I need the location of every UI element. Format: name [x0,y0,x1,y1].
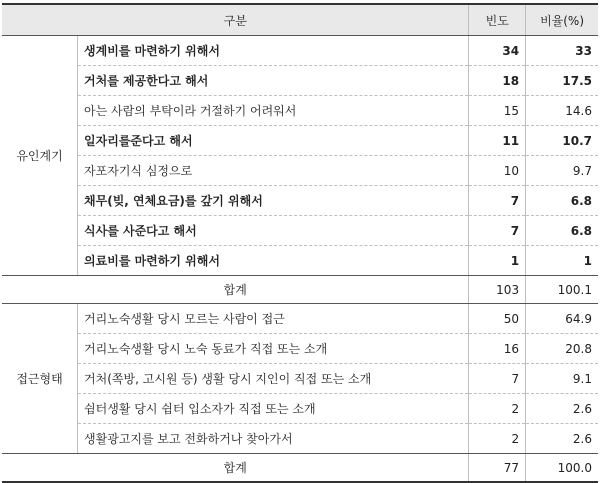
header-ratio: 비율(%) [526,4,598,36]
row-item: 식사를 사준다고 해서 [78,216,469,246]
row-item: 자포자기식 심정으로 [78,156,469,186]
table-row [2,424,598,454]
row-freq: 34 [469,36,526,66]
table-row [2,156,598,186]
total-ratio: 100.1 [526,276,598,304]
row-item: 생활광고지를 보고 전화하거나 찾아가서 [78,424,469,454]
row-item: 거처를 제공한다고 해서 [78,66,469,96]
header-frequency: 빈도 [469,4,526,36]
total-ratio: 100.0 [526,454,598,483]
row-item: 채무(빚, 연체요금)를 갚기 위해서 [78,186,469,216]
row-ratio: 9.7 [526,156,598,186]
row-ratio: 17.5 [526,66,598,96]
table-row [2,96,598,126]
row-ratio: 6.8 [526,186,598,216]
row-ratio: 10.7 [526,126,598,156]
row-ratio: 33 [526,36,598,66]
header-category: 구분 [2,4,469,36]
total-freq: 103 [469,276,526,304]
table-row [2,216,598,246]
row-freq: 7 [469,216,526,246]
total-freq: 77 [469,454,526,483]
total-row [2,276,598,304]
group-label-approach: 접근형태 [2,304,78,454]
row-ratio: 20.8 [526,334,598,364]
table-row [2,66,598,96]
row-freq: 11 [469,126,526,156]
row-ratio: 14.6 [526,96,598,126]
row-freq: 2 [469,394,526,424]
table-row [2,36,598,66]
row-ratio: 9.1 [526,364,598,394]
row-freq: 50 [469,304,526,334]
row-freq: 2 [469,424,526,454]
row-freq: 10 [469,156,526,186]
total-row [2,454,598,483]
table-row [2,246,598,276]
row-item: 거리노숙생활 당시 모르는 사람이 접근 [78,304,469,334]
row-freq: 7 [469,364,526,394]
group-label-incentive: 유인계기 [2,36,78,276]
row-item: 거처(쪽방, 고시원 등) 생활 당시 지인이 직접 또는 소개 [78,364,469,394]
table-row [2,364,598,394]
row-item: 일자리를준다고 해서 [78,126,469,156]
row-ratio: 2.6 [526,424,598,454]
row-freq: 7 [469,186,526,216]
row-item: 생계비를 마련하기 위해서 [78,36,469,66]
table-row [2,394,598,424]
total-label: 합계 [2,276,469,304]
row-freq: 18 [469,66,526,96]
row-item: 거리노숙생활 당시 노숙 동료가 직접 또는 소개 [78,334,469,364]
row-freq: 1 [469,246,526,276]
table-header-row [2,4,598,36]
row-ratio: 1 [526,246,598,276]
row-ratio: 6.8 [526,216,598,246]
table-row [2,304,598,334]
row-item: 아는 사람의 부탁이라 거절하기 어려워서 [78,96,469,126]
row-item: 의료비를 마련하기 위해서 [78,246,469,276]
table-row [2,186,598,216]
row-ratio: 64.9 [526,304,598,334]
row-freq: 16 [469,334,526,364]
table-row [2,126,598,156]
total-label: 합계 [2,454,469,483]
row-freq: 15 [469,96,526,126]
row-item: 쉼터생활 당시 쉼터 입소자가 직접 또는 소개 [78,394,469,424]
row-ratio: 2.6 [526,394,598,424]
data-table [2,3,598,483]
table-row [2,334,598,364]
